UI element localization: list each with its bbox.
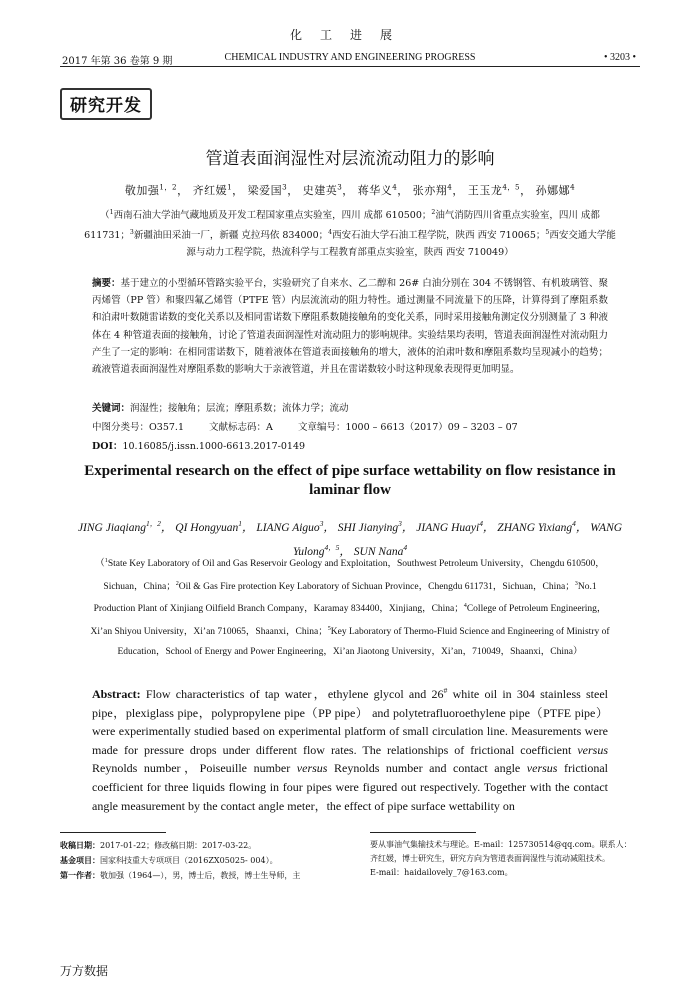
author-en: LIANG Aiguo$^3$: [256, 519, 324, 534]
section-tag: 研究开发: [60, 88, 152, 120]
abstract-cn: [92, 275, 608, 378]
received-date: 收稿日期：2017-01-22；修改稿日期：2017-03-22。: [60, 840, 257, 850]
keywords-cn: 关键词：润湿性；接触角；层流；摩阻系数；流体力学；流动: [92, 403, 349, 414]
affiliations-en: （$^1$State Key Laboratory of Oil and Gas Reservoir Geology and Exploitation，Southwest Petroleum University，Chengdu 610500，Sichuan，China；$^2$Oil & Gas Fire protection Key Laboratory of Sichuan Province，Chengdu 611731，Sichuan，China；$^3$No.1 Production Plant of Xinjiang Oilfield Branch Company，Karamay 834400，Xinjiang，China；$^4$College of Petroleum Engineering，Xi’an Shiyou University，Xi’an 710065，Shaanxi，China；$^5$Key Laboratory of Thermo-Fluid Science and Engineering of Ministry of Education，School of Energy and Power Engineering，Xi’an Jiaotong University，Xi’an，710049，Shaanxi，China）: [90, 558, 610, 657]
abstract-cn-text: 基于建立的小型循环管路实验平台，实验研究了自来水、乙二醇和 26# 白油分别在 304 不锈钢管、有机玻璃管、聚丙烯管（PP 管）和聚四氟乙烯管（PTFE 管）内层流流动的阻力特性。通过测量不同流量下的压降，计算得到了摩阻系数和泊肃叶数随雷诺数的变化关系以及相同雷诺数下摩阻系数随接触角的变化关系，同时采用接触角测定仪分别测量了 3 种液体在 4 种管道表面的接触角，讨论了管道表面润湿性对流动阻力的影响规律。实验结果均表明，管道表面润湿性对流动阻力产生了一定的影响：在相同雷诺数下，随着液体在管道表面接触角的增大，液体的泊肃叶数和摩阻系数均呈现减小的趋势；疏液管道表面润湿性对摩阻系数的影响大于亲液管道，并且在雷诺数较小时这种现象表现得更加明显。: [92, 278, 608, 376]
issue-info: 2017 年第 36 卷第 9 期: [62, 56, 173, 67]
author-cn: 敬加强$^{1,2}$: [124, 182, 178, 197]
doc-code: 文献标志码：A: [209, 422, 273, 433]
author-cn: 孙娜娜$^4$: [535, 182, 576, 197]
author-en: JIANG Huayi$^4$: [416, 519, 483, 534]
author-en: ZHANG Yixiang$^4$: [497, 519, 576, 534]
author-cn: 蒋华义$^4$: [357, 182, 398, 197]
article-number: 文章编号：1000 – 6613（2017）09 – 3203 – 07: [297, 422, 518, 433]
fund-info: 基金项目：国家科技重大专项项目（2016ZX05025- 004）。: [60, 855, 278, 865]
footnote-rule-right: [370, 832, 476, 833]
footnote-right: 要从事油气集输技术与理论。E-mail：125730514@qq.com。联系人： 齐红媛，博士研究生，研究方向为管道表面润湿性与流动减阻技术。 E-mail：haidailovely_7@163.com。: [370, 840, 632, 877]
author-cn: 齐红媛$^1$: [192, 182, 233, 197]
abstract-cn-label: 摘要：: [92, 278, 121, 289]
classification-line: [92, 419, 608, 433]
abstract-en-label: Abstract:: [92, 687, 141, 701]
author-en: JING Jiaqiang$^{1,2}$: [77, 519, 161, 534]
footnote-left: [60, 838, 354, 883]
footnote-rule-left: [60, 832, 166, 833]
first-author: 第一作者：敬加强（1964—），男，博士后，教授，博士生导师，主: [60, 870, 301, 880]
doi: DOI：10.16085/j.issn.1000-6613.2017-0149: [92, 441, 306, 452]
journal-title-cn: 化工进展: [289, 28, 410, 42]
journal-title-en: CHEMICAL INDUSTRY AND ENGINEERING PROGRESS: [224, 52, 476, 63]
author-en: SUN Nana$^4$: [353, 542, 408, 558]
author-cn: 史建英$^3$: [302, 182, 343, 197]
header-rule: [60, 66, 640, 67]
author-cn: 王玉龙$^{4,5}$: [467, 182, 521, 197]
author-cn: 梁爱国$^3$: [247, 182, 288, 197]
author-en: WANG Yulong$^{4,5}$: [292, 521, 623, 558]
watermark: 万方数据: [60, 964, 109, 978]
authors-cn: 敬加强$^{1,2}$， 齐红媛$^1$， 梁爱国$^3$， 史建英$^3$， 蒋华义$^4$， 张亦翔$^4$， 王玉龙$^{4,5}$， 孙娜娜$^4$: [124, 182, 576, 197]
page-number: • 3203 •: [603, 52, 636, 63]
doi-link[interactable]: 10.16085/j.issn.1000-6613.2017-0149: [122, 441, 306, 452]
authors-en: JING Jiaqiang$^{1,2}$， QI Hongyuan$^1$， LIANG Aiguo$^3$， SHI Jianying$^3$， JIANG Huayi$^4$， ZHANG Yixiang$^4$， WANG Yulong$^{4,5}$， SUN Nana$^4$: [77, 519, 623, 558]
author-en: SHI Jianying$^3$: [337, 519, 402, 534]
clc-number: 中图分类号：O357.1: [92, 422, 184, 433]
author-cn: 张亦翔$^4$: [412, 182, 453, 197]
abstract-en: Abstract: Flow characteristics of tap water，ethylene glycol and 26# white oil in 304 stainless steel pipe，plexiglass pipe，polypropylene pipe（PP pipe） and polytetrafluoroethylene pipe（PTFE pipe） were experimentally studied based on experimental platform of small circulation line. Measurements were made for pressure drops under different flow rates. The relationships of frictional coefficient versus Reynolds number，Poiseuille number versus Reynolds number and contact angle versus frictional coefficient for three liquids flowing in four pipes were figured out respectively. Together with the contact angle measurement by the contact angle meter，the effect of pipe surface wettability on: [92, 686, 609, 813]
title-en: Experimental research on the effect of pipe surface wettability on flow resistance in laminar flow: [84, 463, 616, 498]
author-en: QI Hongyuan$^1$: [175, 519, 242, 534]
title-cn: 管道表面润湿性对层流流动阻力的影响: [205, 149, 495, 169]
affiliations-cn: （$^1$西南石油大学油气藏地质及开发工程国家重点实验室，四川 成都 610500；$^2$油气消防四川省重点实验室，四川 成都 611731；$^3$新疆油田采油一厂，新疆 克拉玛依 834000；$^4$西安石油大学石油工程学院，陕西 西安 710065；$^5$西安交通大学能源与动力工程学院，热流科学与工程教育部重点实验室，陕西 西安 710049）: [84, 209, 616, 259]
